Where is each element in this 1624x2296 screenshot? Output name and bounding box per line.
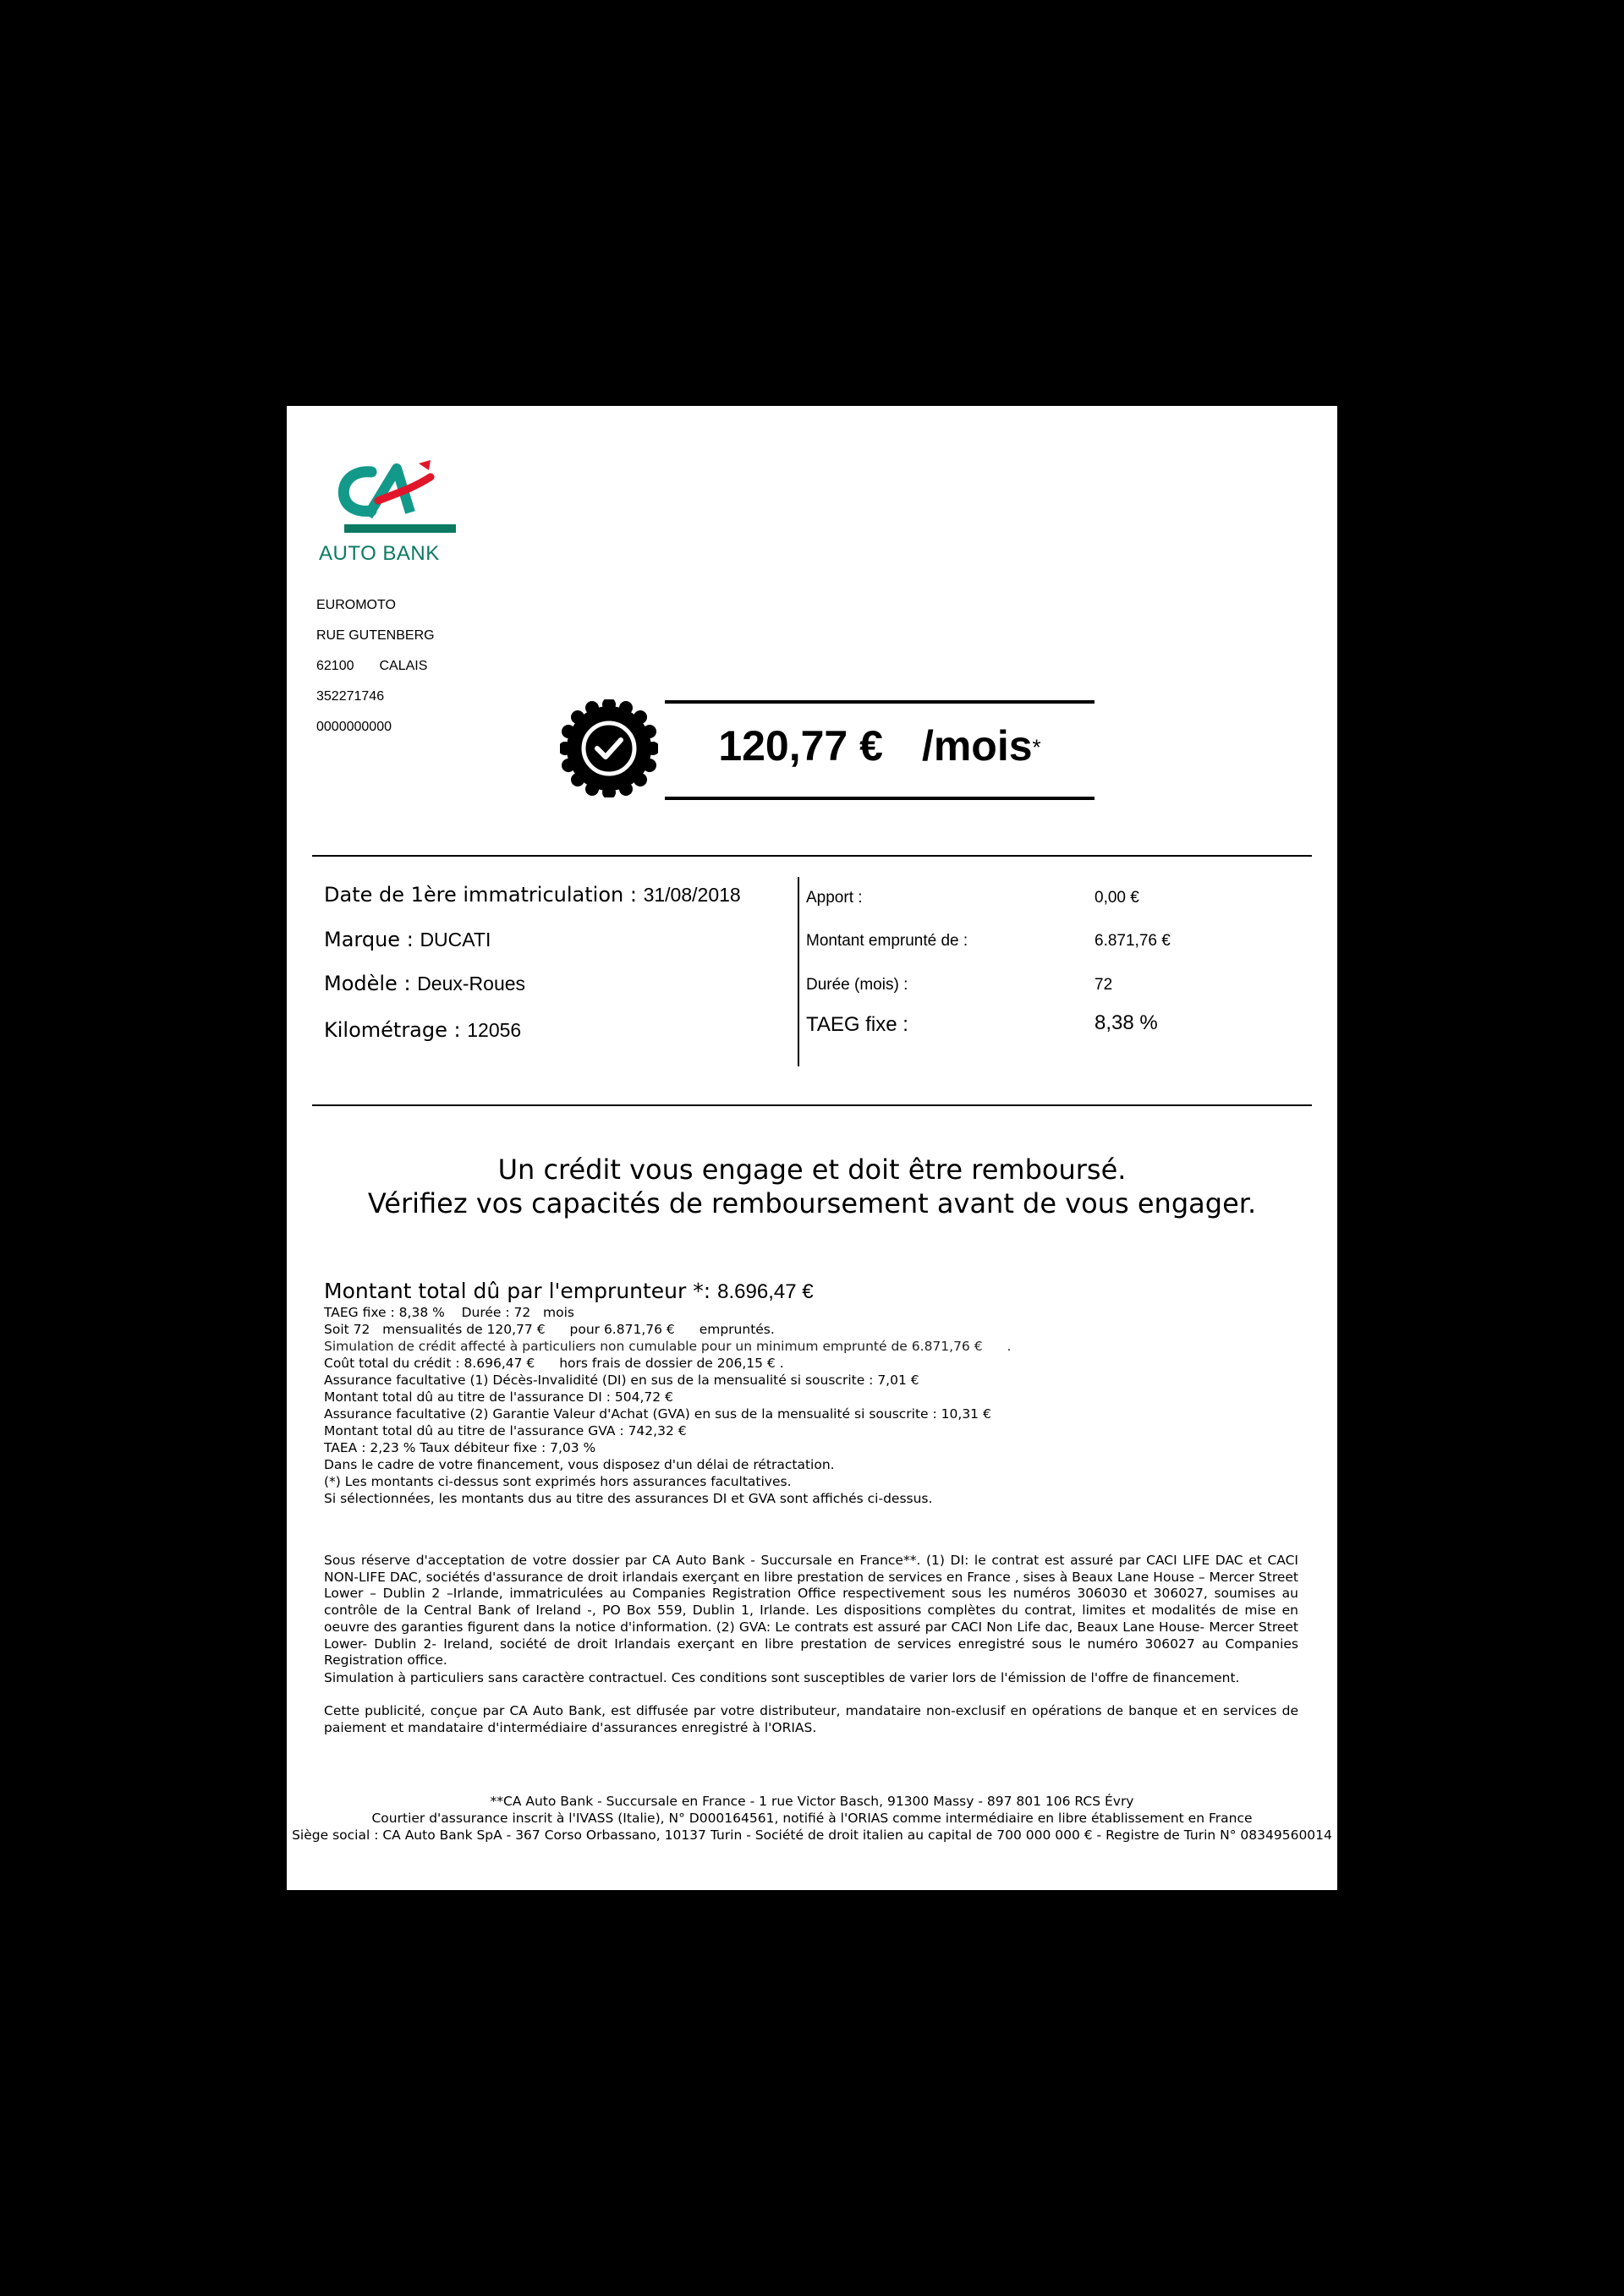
detail-simulation-dot: .	[1007, 1339, 1012, 1354]
detail-line	[324, 1338, 1271, 1355]
dealer-city-line	[316, 651, 435, 682]
company-footer	[287, 1793, 1337, 1844]
taeg-label: TAEG fixe :	[806, 1013, 908, 1036]
dealer-street: RUE GUTENBERG	[316, 628, 435, 643]
dealer-id: 0000000000	[316, 720, 392, 734]
legal-advertising-notice: Cette publicité, conçue par CA Auto Bank, est diffusée par votre distributeur, mandataire non-exclusif en opérations de banque et en services de paiement et mandataire d'intermédiaire d'assurances enregistré à l'ORIAS.	[324, 1703, 1298, 1735]
check-badge-icon	[560, 699, 658, 797]
credit-warning	[287, 1153, 1337, 1220]
total-due	[324, 1279, 814, 1304]
brand-value: DUCATI	[420, 929, 491, 951]
dealer-postcode: 62100	[316, 659, 354, 673]
detail-duration: Durée : 72	[461, 1305, 531, 1320]
borrowed-value: 6.871,76 €	[1095, 932, 1171, 950]
section-divider-bottom	[312, 1104, 1312, 1106]
section-divider-top	[312, 855, 1312, 857]
detail-borrowed-suffix: empruntés.	[699, 1322, 775, 1337]
duration-value: 72	[1095, 976, 1113, 994]
detail-line: TAEA : 2,23 % Taux débiteur fixe : 7,03 %	[324, 1440, 596, 1455]
legal-simulation-notice: Simulation à particuliers sans caractère contractuel. Ces conditions sont susceptibles de varier lors de l'émission de l'offre de financement.	[324, 1670, 1240, 1685]
model-label: Modèle :	[324, 972, 411, 995]
deposit-value: 0,00 €	[1095, 889, 1139, 907]
mileage-row	[324, 1018, 521, 1042]
brand-label: Marque :	[324, 928, 414, 951]
detail-duration-unit: mois	[543, 1305, 574, 1320]
detail-line: Assurance facultative (1) Décès-Invalidité (DI) en sus de la mensualité si souscrite : 7,01 €	[324, 1373, 919, 1388]
taeg-value: 8,38 %	[1095, 1011, 1158, 1034]
price-top-rule	[665, 700, 1095, 704]
monthly-price	[665, 721, 1095, 770]
detail-line: Dans le cadre de votre financement, vous disposez d'un délai de rétractation.	[324, 1457, 835, 1472]
footer-line-2: Courtier d'assurance inscrit à l'IVASS (Italie), N° D000164561, notifié à l'ORIAS comme intermédiaire en libre établissement en France	[371, 1811, 1253, 1826]
registration-value: 31/08/2018	[643, 884, 741, 906]
model-row	[324, 972, 525, 995]
detail-line	[324, 1304, 1271, 1321]
warning-line-2: Vérifiez vos capacités de remboursement avant de vous engager.	[367, 1187, 1257, 1219]
registration-label: Date de 1ère immatriculation :	[324, 883, 637, 907]
column-divider	[798, 877, 799, 1066]
detail-line: Montant total dû au titre de l'assurance GVA : 742,32 €	[324, 1423, 687, 1438]
dealer-phone: 352271746	[316, 689, 385, 704]
detail-line: Assurance facultative (2) Garantie Valeur d'Achat (GVA) en sus de la mensualité si souscrite : 10,31 €	[324, 1406, 991, 1422]
dealer-name: EUROMOTO	[316, 598, 396, 612]
legal-insurance-notice: Sous réserve d'acceptation de votre dossier par CA Auto Bank - Succursale en France**. (1) DI: le contrat est assuré par CACI LIFE DAC et CACI NON-LIFE DAC, sociétés d'assurance de droit irlandais exerçant en libre prestation de services en France , sises à Beaux Lane House – Mercer Street Lower – Dublin 2 –Irlande, immatriculées au Companies Registration Office respectivement sous les numéros 306030 et 306027, soumises au contrôle de la Central Bank of Ireland -, PO Box 559, Dublin 1, Irlande. Les dispositions complètes du contrat, limites et modalités de mise en oeuvre des garanties figurent dans la notice d'information. (2) GVA: Le contrats est assuré par CACI Non Life dac, Beaux Lane House- Mercer Street Lower- Dublin 2- Ireland, société de droit Irlandais exerçant en libre prestation de services enregistré sous le numéro 306027 au Companies Registration office.	[324, 1553, 1298, 1669]
detail-line: Montant total dû au titre de l'assurance DI : 504,72 €	[324, 1389, 673, 1405]
total-due-label: Montant total dû par l'emprunteur *:	[324, 1279, 711, 1303]
detail-borrowed-amount: pour 6.871,76 €	[569, 1322, 675, 1337]
detail-total-cost: Coût total du crédit : 8.696,47 €	[324, 1356, 535, 1371]
model-value: Deux-Roues	[417, 973, 526, 995]
detail-simulation-note: Simulation de crédit affecté à particuliers non cumulable pour un minimum emprunté de 6.871,76 €	[324, 1339, 983, 1354]
detail-taeg: TAEG fixe : 8,38 %	[324, 1305, 445, 1320]
mileage-label: Kilométrage :	[324, 1018, 461, 1042]
warning-line-1: Un crédit vous engage et doit être remboursé.	[497, 1153, 1127, 1186]
registration-date-row	[324, 883, 741, 907]
detail-fees: hors frais de dossier de 206,15 € .	[559, 1356, 784, 1371]
footer-line-1: **CA Auto Bank - Succursale en France - 1 rue Victor Basch, 91300 Massy - 897 801 106 RCS Évry	[490, 1794, 1134, 1809]
duration-label: Durée (mois) :	[806, 976, 908, 994]
detail-line: Si sélectionnées, les montants dus au titre des assurances DI et GVA sont affichés ci-dessus.	[324, 1491, 933, 1506]
monthly-amount: 120,77 €	[718, 722, 883, 770]
detail-installments-count: Soit 72	[324, 1322, 370, 1337]
total-due-value: 8.696,47 €	[717, 1280, 814, 1303]
credit-details	[324, 1304, 1271, 1507]
detail-line: (*) Les montants ci-dessus sont exprimés hors assurances facultatives.	[324, 1474, 792, 1489]
price-asterisk: *	[1032, 734, 1041, 760]
brand-name: AUTO BANK	[319, 542, 440, 565]
document-page	[287, 406, 1337, 1890]
detail-line	[324, 1355, 1271, 1372]
mileage-value: 12056	[467, 1019, 522, 1041]
footer-line-3: Siège social : CA Auto Bank SpA - 367 Corso Orbassano, 10137 Turin - Société de droit italien au capital de 700 000 000 € - Registre de Turin N° 08349560014	[292, 1827, 1332, 1843]
deposit-label: Apport :	[806, 889, 863, 907]
ca-auto-bank-logo	[319, 457, 475, 567]
detail-line	[324, 1321, 1271, 1338]
dealer-info	[316, 590, 435, 743]
per-month-label: /mois	[921, 722, 1033, 770]
borrowed-label: Montant emprunté de :	[806, 932, 968, 950]
ca-logo-mark-icon	[319, 457, 475, 541]
dealer-city: CALAIS	[379, 659, 428, 673]
brand-row	[324, 928, 491, 951]
price-bottom-rule	[665, 797, 1095, 800]
detail-installments-amount: mensualités de 120,77 €	[382, 1322, 546, 1337]
